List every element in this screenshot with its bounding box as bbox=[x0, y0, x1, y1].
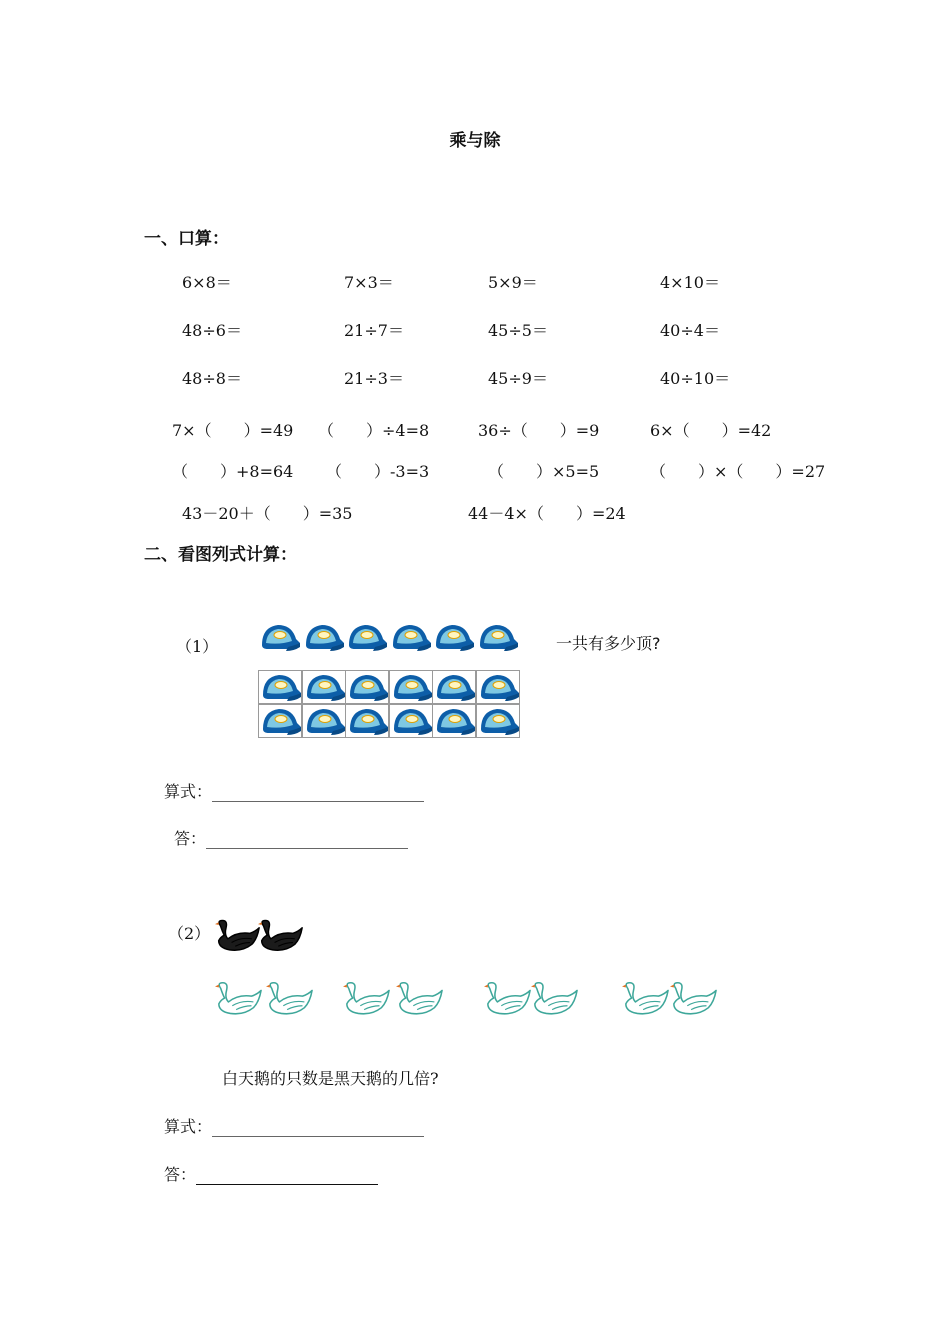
equation: 45÷9＝ bbox=[488, 369, 548, 388]
answer-blank[interactable] bbox=[206, 830, 408, 849]
equation: 5×9＝ bbox=[488, 273, 538, 292]
formula-line bbox=[164, 1114, 424, 1137]
white-swan-icon bbox=[670, 980, 718, 1024]
page-title: 乘与除 bbox=[449, 131, 501, 151]
formula-blank[interactable] bbox=[212, 1118, 424, 1137]
fill-blank-equation: （ ）÷4=8 bbox=[318, 421, 430, 440]
cap-icon bbox=[302, 670, 346, 704]
black-swan-icon bbox=[258, 918, 304, 960]
white-swan-icon bbox=[396, 980, 444, 1024]
cap-icon bbox=[258, 670, 302, 704]
answer-label: 答： bbox=[174, 829, 207, 848]
white-swan-icon bbox=[266, 980, 314, 1024]
cap-icon bbox=[302, 704, 346, 738]
problem-number: （2） bbox=[168, 924, 211, 943]
formula-label: 算式： bbox=[164, 782, 213, 801]
problem-number: （1） bbox=[176, 637, 219, 656]
formula-blank[interactable] bbox=[212, 783, 424, 802]
cap-icon bbox=[476, 670, 520, 704]
formula-line bbox=[164, 779, 424, 802]
cap-icon bbox=[258, 621, 302, 655]
cap-icon bbox=[302, 621, 346, 655]
section-heading-picture-problems: 二、看图列式计算： bbox=[144, 545, 297, 565]
equation: 40÷10＝ bbox=[660, 369, 731, 388]
answer-line bbox=[164, 1162, 378, 1185]
problem-question: 一共有多少顶? bbox=[556, 634, 661, 653]
section-heading-mental-math: 一、口算： bbox=[144, 229, 229, 249]
fill-blank-equation: （ ）-3=3 bbox=[326, 462, 430, 481]
cap-icon bbox=[389, 670, 433, 704]
black-swan-icon bbox=[215, 918, 261, 960]
equation: 7×3＝ bbox=[344, 273, 394, 292]
fill-blank-equation: （ ）×（ ）=27 bbox=[650, 462, 826, 481]
cap-icon bbox=[476, 704, 520, 738]
cap-icon bbox=[389, 621, 433, 655]
fill-blank-equation: 43－20＋（ ）=35 bbox=[182, 504, 353, 523]
equation: 21÷7＝ bbox=[344, 321, 404, 340]
equation: 6×8＝ bbox=[182, 273, 232, 292]
fill-blank-equation: （ ）×5=5 bbox=[488, 462, 600, 481]
fill-blank-equation: 6×（ ）=42 bbox=[650, 421, 772, 440]
cap-icon bbox=[258, 704, 302, 738]
answer-blank[interactable] bbox=[196, 1166, 378, 1185]
equation: 45÷5＝ bbox=[488, 321, 548, 340]
answer-line bbox=[174, 826, 408, 849]
white-swan-icon bbox=[531, 980, 579, 1024]
cap-icon bbox=[432, 704, 476, 738]
white-swan-icon bbox=[343, 980, 391, 1024]
white-swan-icon bbox=[622, 980, 670, 1024]
answer-label: 答： bbox=[164, 1165, 197, 1184]
cap-icon bbox=[389, 704, 433, 738]
equation: 48÷8＝ bbox=[182, 369, 242, 388]
equation: 48÷6＝ bbox=[182, 321, 242, 340]
cap-icon bbox=[432, 621, 476, 655]
fill-blank-equation: 36÷（ ）=9 bbox=[478, 421, 600, 440]
fill-blank-equation: （ ）+8=64 bbox=[172, 462, 294, 481]
equation: 4×10＝ bbox=[660, 273, 720, 292]
equation: 40÷4＝ bbox=[660, 321, 720, 340]
problem-question: 白天鹅的只数是黑天鹅的几倍? bbox=[222, 1069, 439, 1088]
cap-icon bbox=[476, 621, 520, 655]
equation: 21÷3＝ bbox=[344, 369, 404, 388]
cap-icon bbox=[345, 704, 389, 738]
cap-icon bbox=[432, 670, 476, 704]
cap-icon bbox=[345, 621, 389, 655]
white-swan-icon bbox=[484, 980, 532, 1024]
cap-icon bbox=[345, 670, 389, 704]
fill-blank-equation: 44－4×（ ）=24 bbox=[468, 504, 626, 523]
formula-label: 算式： bbox=[164, 1117, 213, 1136]
fill-blank-equation: 7×（ ）=49 bbox=[172, 421, 294, 440]
white-swan-icon bbox=[215, 980, 263, 1024]
